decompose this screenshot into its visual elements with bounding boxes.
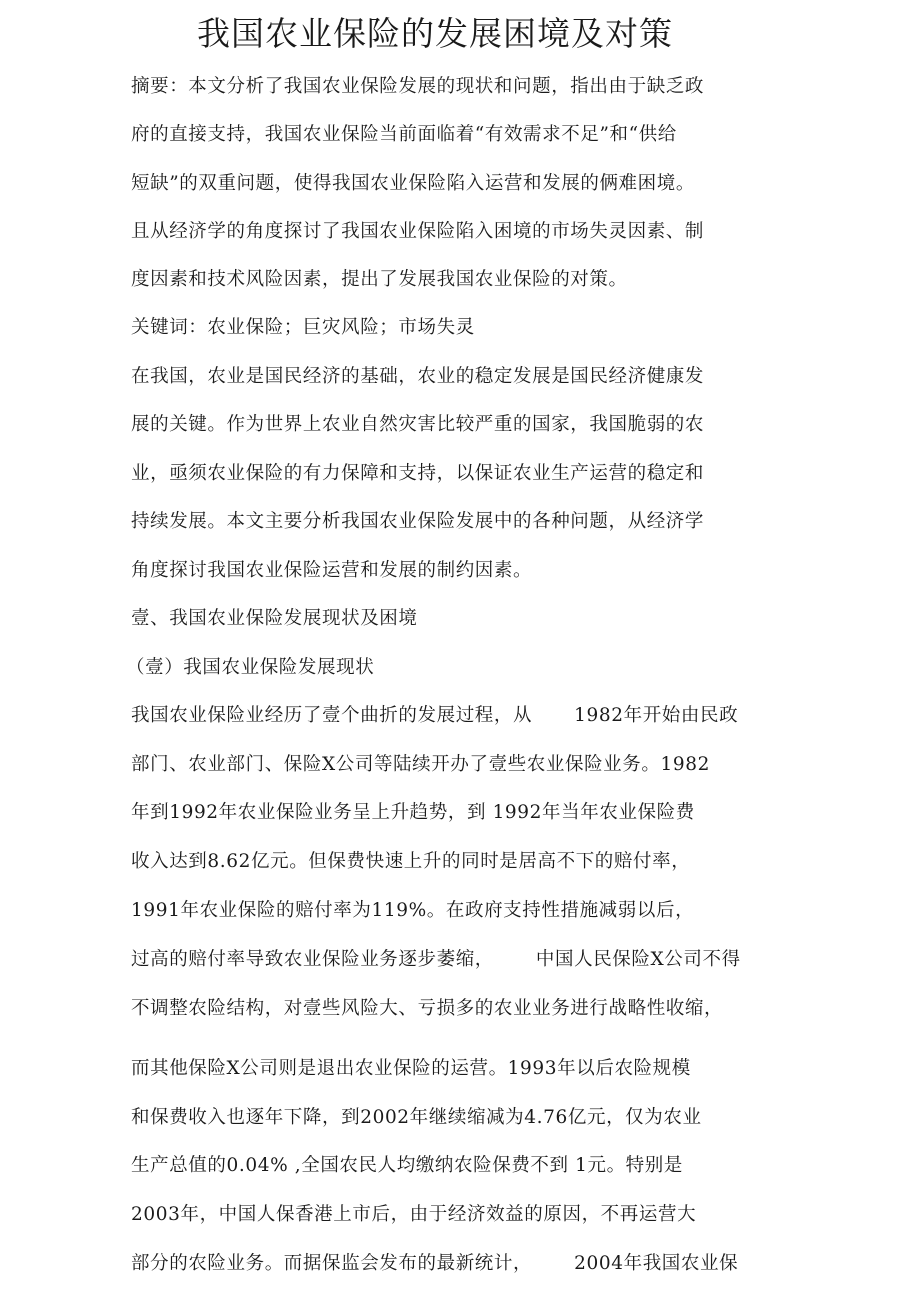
body-line-11: 2003年，中国人保香港上市后，由于经济效益的原因，不再运营大: [131, 1204, 697, 1225]
body-line-5: 1991年农业保险的赔付率为119%。在政府支持性措施减弱以后，: [131, 900, 695, 921]
section-heading: 壹、我国农业保险发展现状及困境: [131, 608, 418, 629]
body-line-4: 收入达到8.62亿元。但保费快速上升的同时是居高不下的赔付率，: [131, 851, 691, 872]
body-line-6: [131, 947, 741, 973]
keywords-line: 关键词：农业保险；巨灾风险；市场失灵: [131, 317, 475, 338]
body-line-8: 而其他保险X公司则是退出农业保险的运营。1993年以后农险规模: [131, 1058, 691, 1079]
body-line-12: [131, 1251, 738, 1277]
intro-line-3: 业，亟须农业保险的有力保障和支持，以保证农业生产运营的稳定和: [131, 463, 705, 484]
intro-line-5: 角度探讨我国农业保险运营和发展的制约因素。: [131, 560, 533, 581]
body-line-3: 年到1992年农业保险业务呈上升趋势，到 1992年当年农业保险费: [131, 802, 695, 823]
body-line-2: 部门、农业部门、保险X公司等陆续开办了壹些农业保险业务。1982: [131, 754, 710, 775]
body-line-7: 不调整农险结构，对壹些风险大、亏损多的农业业务进行战略性收缩，: [131, 998, 724, 1019]
abstract-line-4: 且从经济学的角度探讨了我国农业保险陷入困境的市场失灵因素、制: [131, 221, 705, 242]
intro-line-2: 展的关键。作为世界上农业自然灾害比较严重的国家，我国脆弱的农: [131, 414, 705, 435]
body-line-12-part-a: 部分的农险业务。而据保监会发布的最新统计，: [131, 1253, 533, 1274]
document-title: 我国农业保险的发展困境及对策: [197, 14, 673, 53]
body-line-1: [131, 703, 738, 729]
subsection-heading: （壹）我国农业保险发展现状: [126, 657, 375, 678]
body-line-1-part-a: 我国农业保险业经历了壹个曲折的发展过程，从: [131, 705, 533, 726]
abstract-line-3: 短缺”的双重问题，使得我国农业保险陷入运营和发展的俩难困境。: [131, 173, 695, 194]
intro-line-4: 持续发展。本文主要分析我国农业保险发展中的各种问题，从经济学: [131, 511, 705, 532]
body-line-6-part-b: 中国人民保险X公司不得: [535, 949, 741, 970]
abstract-line-5: 度因素和技术风险因素，提出了发展我国农业保险的对策。: [131, 269, 628, 290]
body-line-1-part-b: 1982年开始由民政: [574, 705, 739, 726]
intro-line-1: 在我国，农业是国民经济的基础，农业的稳定发展是国民经济健康发: [131, 366, 705, 387]
abstract-line-1: 摘要：本文分析了我国农业保险发展的现状和问题，指出由于缺乏政: [131, 76, 705, 97]
body-line-10: 生产总值的0.04% ,全国农民人均缴纳农险保费不到 1元。特别是: [131, 1155, 683, 1176]
body-line-6-part-a: 过高的赔付率导致农业保险业务逐步萎缩，: [131, 949, 494, 970]
body-line-9: 和保费收入也逐年下降，到2002年继续缩减为4.76亿元，仅为农业: [131, 1107, 702, 1128]
abstract-line-2: 府的直接支持，我国农业保险当前面临着“有效需求不足”和“供给: [131, 124, 677, 145]
body-line-12-part-b: 2004年我国农业保: [574, 1253, 739, 1274]
